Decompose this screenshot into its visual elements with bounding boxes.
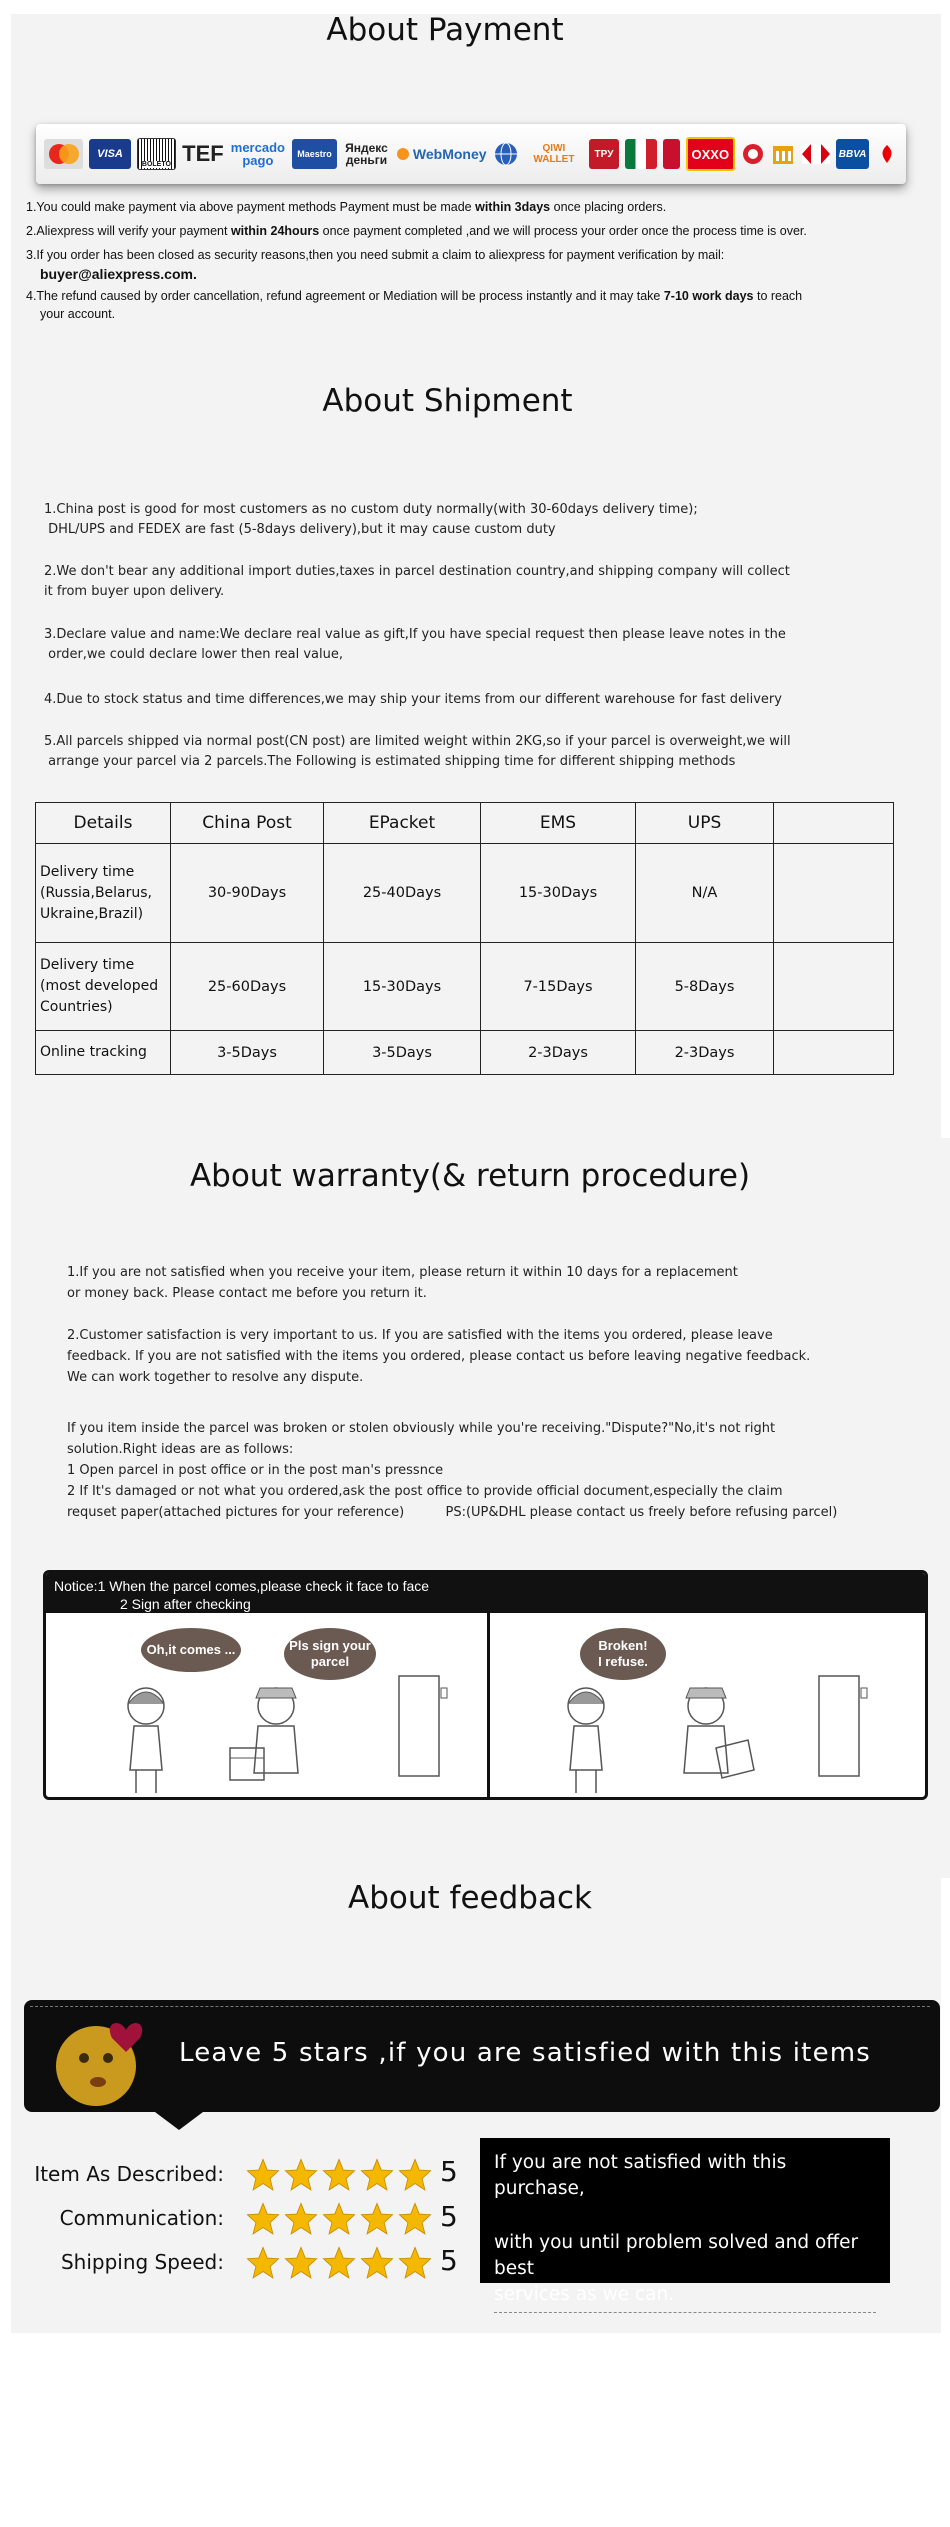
table-cell: 15-30Days [324,943,481,1031]
webmoney-icon [396,147,410,161]
table-cell: 3-5Days [171,1031,324,1075]
rating-stars [246,2246,432,2280]
row-label: Delivery time (Russia,Belarus, Ukraine,Brazil) [36,844,171,943]
table-cell [774,943,894,1031]
qiwi-logo: QIWI WALLET [533,143,575,165]
postman-figure-icon [226,1678,336,1798]
bank-building-icon [771,139,795,169]
rating-score: 5 [440,2244,458,2277]
payment-line-1: 1.You could make payment via above payment methods Payment must be made within 3days once placing orders. [26,200,667,214]
tef-logo: TEF [182,141,224,166]
shipment-title: About Shipment [322,383,573,419]
banner-text: Leave 5 stars ,if you are satisfied with this items [179,2038,872,2068]
speech-bubble: Broken! I refuse. [580,1628,666,1680]
table-cell: 5-8Days [636,943,774,1031]
star-icon [284,2158,318,2192]
globe-logo [493,139,519,169]
payment-logos-strip [36,124,906,184]
rating-score: 5 [440,2155,458,2188]
oxxo-logo: OXXO [686,137,735,171]
speech-bubble: Pls sign your parcel [284,1628,376,1680]
receiver-figure-icon [546,1678,626,1798]
payment-line-5: your account. [40,307,116,321]
mastercard-icon [46,142,82,166]
rating-stars [246,2202,432,2236]
mastercard-logo [44,139,83,169]
star-icon [246,2158,280,2192]
shipment-para-4: 4.Due to stock status and time differences,we may ship your items from our different warehouse for fast delivery [44,692,782,707]
table-cell: 30-90Days [171,844,324,943]
star-icon [360,2158,394,2192]
warranty-para-3: If you item inside the parcel was broken or stolen obviously while you're receiving."Dispute?"No,it's not right solution.Right ideas are as follows: 1 Open parcel in post office or in the post man's pressnce 2 If It's damaged or not what you ordered,ask the post office to provide official document,especially the claim requset paper(attached pictures for your reference) PS:(UP&DHL please contact us freely before refusing parcel) [67,1421,838,1520]
rating-label: Communication: [59,2206,224,2230]
hsbc-icon [802,139,830,169]
webmoney-logo: WebMoney [396,139,487,169]
table-cell: 25-40Days [324,844,481,943]
table-cell [774,844,894,943]
star-icon [360,2202,394,2236]
table-cell: 25-60Days [171,943,324,1031]
table-cell: N/A [636,844,774,943]
payment-line-2: 2.Aliexpress will verify your payment within 24hours once payment completed ,and we will process your order once the process time is over. [26,224,807,238]
payment-email: buyer@aliexpress.com. [40,266,197,282]
warranty-title: About warranty(& return procedure) [189,1158,751,1194]
shipment-para-5: 5.All parcels shipped via normal post(CN post) are limited weight within 2KG,so if your parcel is overweight,we will arrange your parcel via 2 parcels.The Following is estimated shipping time for different shipping methods [44,734,791,769]
star-icon [322,2202,356,2236]
row-label: Delivery time (most developed Countries) [36,943,171,1031]
globe-icon [493,141,519,167]
star-icon [398,2246,432,2280]
star-icon [322,2158,356,2192]
table-cell [774,1031,894,1075]
door-icon [811,1668,871,1783]
shipment-para-1: 1.China post is good for most customers as no custom duty normally(with 30-60days delivery time); DHL/UPS and FEDEX are fast (5-8days delivery),but it may cause custom duty [44,502,698,537]
table-cell: 2-3Days [481,1031,636,1075]
banner-dashed-line [30,2006,930,2007]
note-dashed-line [494,2312,876,2313]
table-cell: 2-3Days [636,1031,774,1075]
warranty-para-2: 2.Customer satisfaction is very important to us. If you are satisfied with the items you ordered, please leave feedback. If you are not satisfied with the items you ordered, please contact us before leaving negative feedback. We can work together to resolve any dispute. [67,1328,811,1385]
star-icon [246,2246,280,2280]
table-cell: 15-30Days [481,844,636,943]
row-label: Online tracking [36,1031,171,1075]
star-icon [284,2246,318,2280]
parcel-check-illustration [43,1570,928,1800]
table-row [36,943,894,1031]
rating-score: 5 [440,2200,458,2233]
postman-figure-icon [656,1678,766,1798]
boleto-logo: BOLETO [137,138,177,170]
payment-title: About Payment [326,12,564,48]
star-icon [360,2246,394,2280]
table-row [36,1031,894,1075]
table-row [36,844,894,943]
table-header: EMS [481,803,636,844]
maestro-logo: Maestro [292,139,337,169]
feedback-title: About feedback [348,1880,592,1916]
bbva-logo: BBVA [836,139,870,169]
shipping-time-table [35,802,894,1075]
santander-icon [875,139,898,169]
yandex-money-logo: Яндекс деньги [345,141,388,167]
star-icon [284,2202,318,2236]
red-square-icon [663,139,680,169]
dissatisfaction-note: If you are not satisfied with this purchase, with you until problem solved and offer best services as we can. [480,2138,890,2283]
star-icon [246,2202,280,2236]
payment-line-4: 4.The refund caused by order cancellation, refund agreement or Mediation will be process instantly and it may take 7-10 work days to reach [26,289,803,303]
warranty-para-1: 1.If you are not satisfied when you receive your item, please return it within 10 days for a replacement or money back. Please contact me before you return it. [67,1265,738,1301]
rating-label: Shipping Speed: [60,2250,224,2274]
shipment-para-3: 3.Declare value and name:We declare real value as gift,If you have special request then please leave notes in the order,we could declare lower then real value, [44,627,786,662]
mercadopago-logo: mercado pago [230,140,285,168]
table-header [774,803,894,844]
speech-bubble: Oh,it comes ... [141,1628,241,1672]
bank-seal-icon [741,139,765,169]
door-icon [391,1668,451,1783]
receiver-figure-icon [106,1678,186,1798]
mexico-flag-icon [625,139,657,169]
rating-stars [246,2158,432,2192]
notice-header: Notice:1 When the parcel comes,please check it face to face 2 Sign after checking [46,1573,925,1613]
table-header-row [36,803,894,844]
table-header: Details [36,803,171,844]
feedback-banner [24,2000,940,2112]
payment-line-3: 3.If you order has been closed as security reasons,then you need submit a claim to aliexpress for payment verification by mail: [26,248,725,262]
star-icon [398,2202,432,2236]
rupay-logo: ТРУ [589,139,619,169]
star-icon [398,2158,432,2192]
table-header: China Post [171,803,324,844]
table-cell: 3-5Days [324,1031,481,1075]
star-icon [322,2246,356,2280]
banner-pointer [155,2112,203,2130]
shipment-para-2: 2.We don't bear any additional import duties,taxes in parcel destination country,and shipping company will collect it from buyer upon delivery. [44,564,790,599]
visa-logo: VISA [89,139,130,169]
table-header: EPacket [324,803,481,844]
kiss-emoji-icon [48,2012,158,2112]
table-header: UPS [636,803,774,844]
table-cell: 7-15Days [481,943,636,1031]
panel-divider [487,1613,490,1800]
rating-label: Item As Described: [34,2162,224,2186]
